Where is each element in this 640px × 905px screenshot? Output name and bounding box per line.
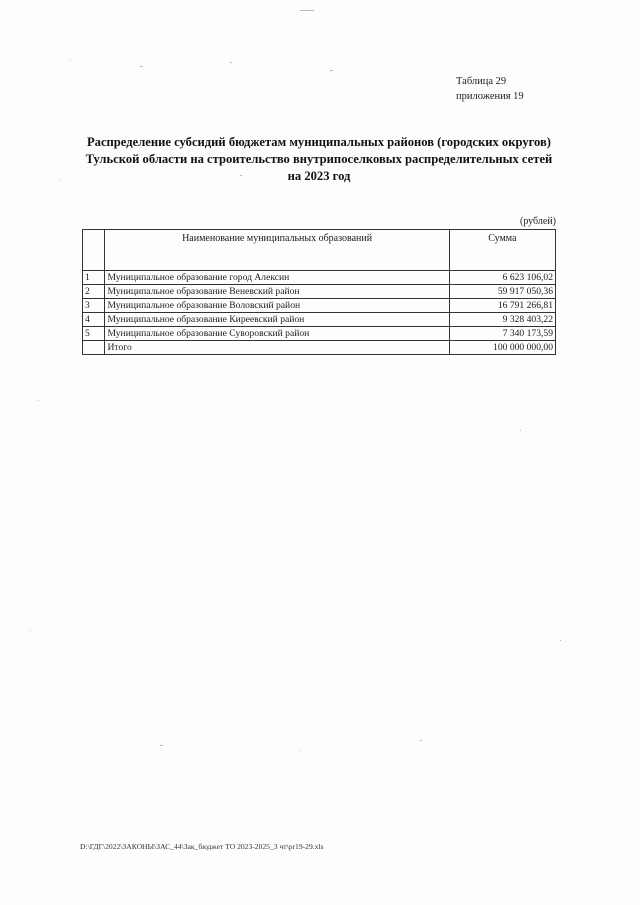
scan-noise — [38, 400, 39, 401]
scan-noise — [70, 60, 71, 61]
column-header-sum: Сумма — [449, 230, 555, 271]
table-number: Таблица 29 — [456, 76, 507, 87]
row-sum: 16 791 266,81 — [449, 299, 555, 313]
table-row — [83, 299, 556, 313]
scan-noise — [160, 745, 163, 746]
row-sum: 9 328 403,22 — [449, 313, 555, 327]
column-header-name: Наименование муниципальных образований — [105, 230, 449, 271]
scan-noise — [230, 62, 232, 63]
table-row — [83, 271, 556, 285]
scan-noise — [60, 180, 61, 181]
table-row — [83, 285, 556, 299]
table-row — [83, 327, 556, 341]
row-number: 5 — [83, 327, 105, 341]
row-name: Муниципальное образование город Алексин — [105, 271, 449, 285]
table-row — [83, 313, 556, 327]
appendix-number: приложения 19 — [456, 91, 524, 102]
scan-noise — [30, 630, 31, 631]
scan-noise — [520, 430, 521, 431]
scan-noise — [560, 640, 561, 641]
row-name: Муниципальное образование Киреевский район — [105, 313, 449, 327]
row-sum: 6 623 106,02 — [449, 271, 555, 285]
scan-noise — [140, 66, 143, 67]
row-number: 2 — [83, 285, 105, 299]
units-label: (рублей) — [519, 216, 556, 227]
total-number — [83, 341, 105, 355]
scan-noise — [300, 10, 314, 11]
row-number: 3 — [83, 299, 105, 313]
subsidies-table — [82, 229, 556, 355]
row-sum: 59 917 050,36 — [449, 285, 555, 299]
row-sum: 7 340 173,59 — [449, 327, 555, 341]
title-line-3: на 2023 год — [287, 169, 351, 183]
column-header-number — [83, 230, 105, 271]
title-line-1: Распределение субсидий бюджетам муниципальных районов (городских округов) — [86, 135, 552, 149]
row-name: Муниципальное образование Воловский район — [105, 299, 449, 313]
title-line-2: Тульской области на строительство внутрипоселковых распределительных сетей — [85, 152, 553, 166]
scan-noise — [420, 740, 422, 741]
row-number: 4 — [83, 313, 105, 327]
scan-noise — [240, 175, 242, 176]
document-title — [84, 134, 554, 185]
total-sum: 100 000 000,00 — [449, 341, 555, 355]
file-path-footer: D:\ГДГ\2022\ЗАКОНЫ\ЗАС_44\Зак_бюджет ТО 2023-2025_3 чт\pr19-29.xls — [80, 842, 324, 851]
total-label: Итого — [105, 341, 449, 355]
table-header-row — [83, 230, 556, 271]
table-total-row — [83, 341, 556, 355]
row-number: 1 — [83, 271, 105, 285]
row-name: Муниципальное образование Суворовский район — [105, 327, 449, 341]
row-name: Муниципальное образование Веневский район — [105, 285, 449, 299]
table-reference — [456, 74, 524, 104]
scan-noise — [300, 750, 301, 751]
scan-noise — [330, 70, 333, 71]
